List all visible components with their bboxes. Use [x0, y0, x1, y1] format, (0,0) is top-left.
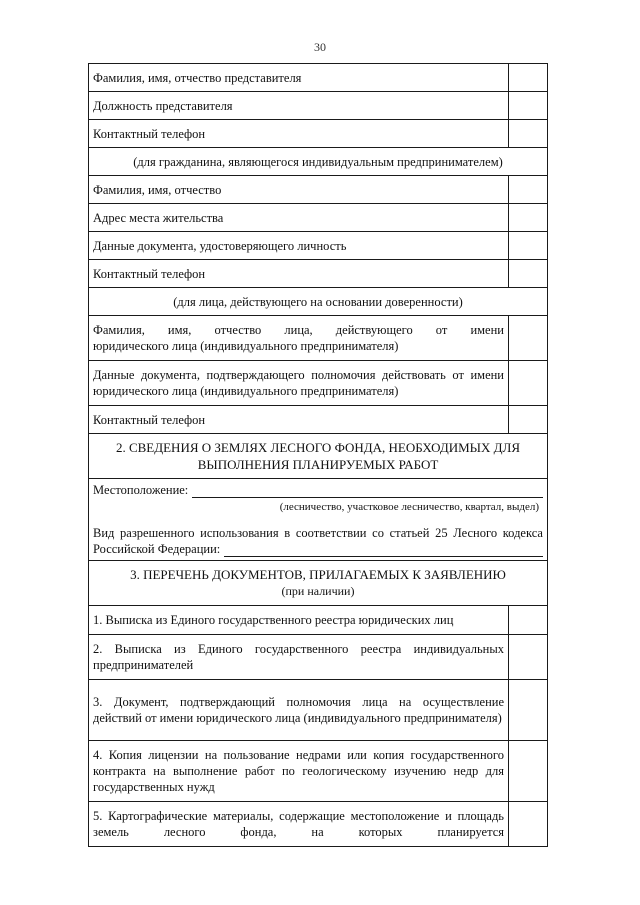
table-row [89, 741, 548, 802]
entrepreneur-id-document-field[interactable] [509, 232, 548, 260]
entrepreneur-name-label: Фамилия, имя, отчество [89, 176, 509, 204]
table-row [89, 120, 548, 148]
proxy-name-label-line2: юридического лица (индивидуального предпринимателя) [93, 339, 399, 353]
table-row [89, 204, 548, 232]
proxy-authority-document-label: Данные документа, подтверждающего полномочия действовать от имени юридического лица (индивидуального предпринимателя) [89, 361, 509, 406]
table-row [89, 561, 548, 606]
proxy-name-label-line1: Фамилия, имя, отчество лица, действующего от имени [93, 323, 504, 337]
table-row [89, 176, 548, 204]
table-row [89, 260, 548, 288]
table-row [89, 92, 548, 120]
location-input-line[interactable] [192, 484, 543, 498]
representative-name-label: Фамилия, имя, отчество представителя [89, 64, 509, 92]
table-row [89, 635, 548, 680]
section-2-title-line1: 2. СВЕДЕНИЯ О ЗЕМЛЯХ ЛЕСНОГО ФОНДА, НЕОБХОДИМЫХ ДЛЯ [115, 440, 521, 455]
representative-name-field[interactable] [509, 64, 548, 92]
table-row [89, 606, 548, 635]
table-row [89, 361, 548, 406]
entrepreneur-id-document-label: Данные документа, удостоверяющего личность [89, 232, 509, 260]
proxy-name-label [89, 316, 509, 361]
section-2-title [89, 434, 548, 479]
table-row [89, 288, 548, 316]
table-row [89, 232, 548, 260]
table-row [89, 406, 548, 434]
entrepreneur-phone-label: Контактный телефон [89, 260, 509, 288]
page-number: 30 [314, 40, 326, 54]
entrepreneur-address-label: Адрес места жительства [89, 204, 509, 232]
document-item-2: 2. Выписка из Единого государственного реестра индивидуальных предпринимателей [89, 635, 509, 680]
section-3-title-line1: 3. ПЕРЕЧЕНЬ ДОКУМЕНТОВ, ПРИЛАГАЕМЫХ К ЗАЯВЛЕНИЮ [130, 567, 506, 582]
entrepreneur-name-field[interactable] [509, 176, 548, 204]
usage-label-line1: Вид разрешенного использования в соответствии со статьей 25 Лесного кодекса [93, 526, 543, 540]
document-item-5: 5. Картографические материалы, содержащие местоположение и площадь земель лесного фонда, на которых планируется [89, 802, 509, 847]
representative-position-label: Должность представителя [89, 92, 509, 120]
table-row [89, 680, 548, 741]
proxy-phone-label: Контактный телефон [89, 406, 509, 434]
document-item-3-field[interactable] [509, 680, 548, 741]
section-3-title-line2: (при наличии) [281, 584, 355, 598]
document-item-1: 1. Выписка из Единого государственного реестра юридических лиц [89, 606, 509, 635]
document-item-3: 3. Документ, подтверждающий полномочия лица на осуществление действий от имени юридического лица (индивидуального предпринимателя) [89, 680, 509, 741]
representative-phone-field[interactable] [509, 120, 548, 148]
proxy-phone-field[interactable] [509, 406, 548, 434]
table-row [89, 434, 548, 479]
representative-phone-label: Контактный телефон [89, 120, 509, 148]
table-row [89, 148, 548, 176]
document-item-4-field[interactable] [509, 741, 548, 802]
document-item-4: 4. Копия лицензии на пользование недрами или копия государственного контракта на выполнение работ по геологическому изучению недр для государственных нужд [89, 741, 509, 802]
usage-label-line2: Российской Федерации: [93, 542, 221, 556]
location-label: Местоположение: [93, 483, 189, 497]
application-form-table [88, 63, 548, 847]
section-2-title-line2: ВЫПОЛНЕНИЯ ПЛАНИРУЕМЫХ РАБОТ [197, 457, 439, 472]
location-hint: (лесничество, участковое лесничество, квартал, выдел) [279, 501, 539, 513]
document-item-5-field[interactable] [509, 802, 548, 847]
representative-position-field[interactable] [509, 92, 548, 120]
proxy-name-field[interactable] [509, 316, 548, 361]
table-row [89, 64, 548, 92]
usage-input-line[interactable] [224, 543, 543, 557]
location-block [89, 479, 548, 561]
entrepreneur-subheader: (для гражданина, являющегося индивидуальным предпринимателем) [89, 148, 548, 176]
document-item-2-field[interactable] [509, 635, 548, 680]
table-row [89, 316, 548, 361]
table-row [89, 479, 548, 561]
section-3-title [89, 561, 548, 606]
table-row [89, 802, 548, 847]
proxy-subheader: (для лица, действующего на основании доверенности) [89, 288, 548, 316]
document-item-1-field[interactable] [509, 606, 548, 635]
entrepreneur-address-field[interactable] [509, 204, 548, 232]
proxy-authority-document-field[interactable] [509, 361, 548, 406]
entrepreneur-phone-field[interactable] [509, 260, 548, 288]
